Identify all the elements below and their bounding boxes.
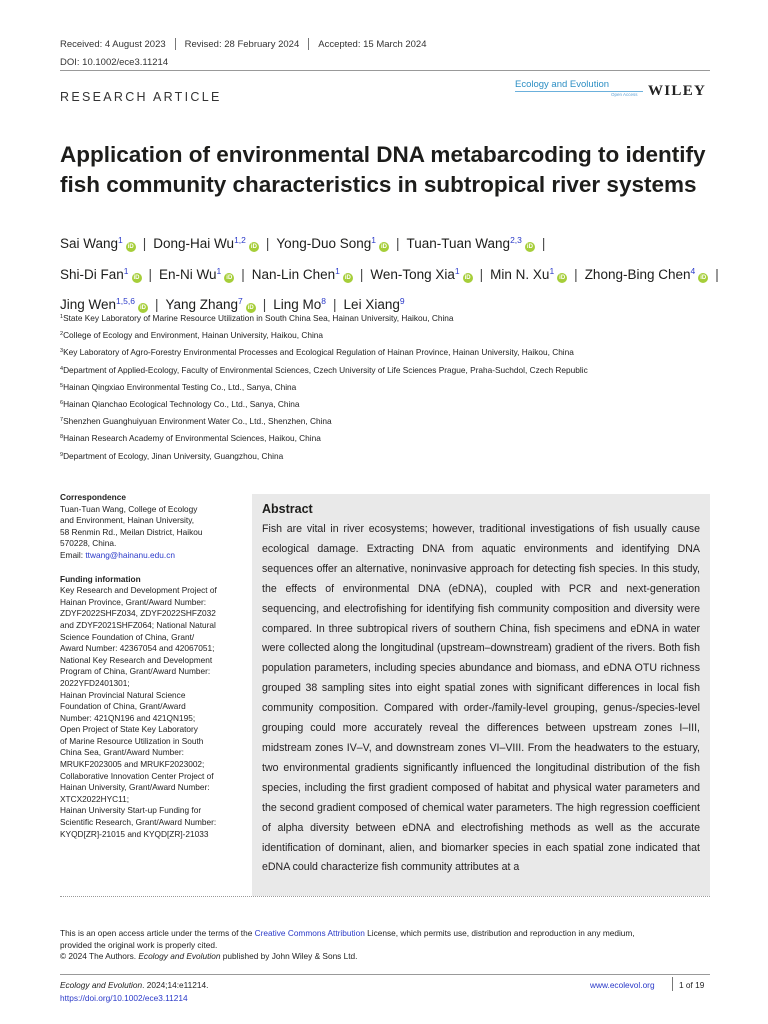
orcid-icon[interactable]: iD [247, 305, 254, 311]
affiliation-number: 7 [60, 417, 64, 424]
funding-line: Hainan Provincial Natural Science [60, 689, 186, 700]
funding-line: Hainan University, Grant/Award Number: [60, 782, 210, 793]
correspondence-email-line [60, 550, 240, 562]
funding-line: and ZDYF2021SHFZ064; National Natural [60, 619, 216, 630]
affiliation-number: 2 [60, 331, 64, 338]
orcid-icon[interactable]: iD [464, 274, 471, 281]
funding-line: Foundation of China, Grant/Award [60, 701, 186, 712]
funding-line: Key Research and Development Project of [60, 585, 217, 596]
affiliation-text: Department of Applied-Ecology, Faculty of Environmental Sciences, Czech University of Life Sciences Prague, Praha-Suchdol, Czech Republic [63, 364, 588, 375]
author-name: En-Ni Wu [159, 266, 217, 282]
author-separator: | [396, 236, 400, 251]
author-affiliation-marker[interactable]: 1 [216, 265, 222, 276]
copyright-journal: Ecology and Evolution [138, 951, 221, 962]
author-affiliation-marker[interactable]: 2,3 [510, 235, 522, 245]
affiliation-number: 9 [60, 451, 64, 458]
funding-line: Number: 421QN196 and 421QN195; [60, 712, 196, 723]
author-name: Nan-Lin Chen [251, 266, 336, 282]
author-affiliation-marker[interactable]: 8 [321, 296, 327, 306]
author-name: Yong-Duo Song [276, 236, 372, 251]
orcid-icon[interactable]: iD [559, 274, 566, 281]
article-type: RESEARCH ARTICLE [60, 90, 222, 104]
affiliation-text: Shenzhen Guanghuiyuan Environment Water Co., Ltd., Shenzhen, China [63, 416, 332, 427]
affiliation-text: Department of Ecology, Jinan University, Guangzhou, China [63, 450, 284, 461]
author-separator: | [541, 236, 546, 251]
license-text: License, which permits use, distribution and reproduction in any medium, [364, 928, 635, 938]
author-separator: | [333, 297, 337, 312]
author-separator: | [148, 266, 153, 282]
author-name: Min N. Xu [490, 266, 550, 282]
affiliation-text: College of Ecology and Environment, Hainan University, Haikou, China [63, 330, 324, 341]
funding-line: Collaborative Innovation Center Project of [60, 770, 214, 781]
affiliation-text: Hainan Research Academy of Environmental Sciences, Haikou, China [63, 433, 321, 444]
abstract-heading: Abstract [262, 502, 313, 516]
correspondence-line: 58 Renmin Rd., Meilan District, Haikou [60, 526, 203, 537]
citation [60, 980, 208, 990]
affiliation-item [60, 343, 720, 360]
open-access-label: Open Access [611, 92, 638, 97]
footer-rule [60, 974, 710, 975]
author-affiliation-marker[interactable]: 1,5,6 [116, 296, 135, 306]
affiliation-text: Hainan Qingxiao Environmental Testing Co., Ltd., Sanya, China [63, 381, 297, 392]
correspondence-heading: Correspondence [60, 492, 126, 502]
funding-line: Open Project of State Key Laboratory [60, 724, 198, 735]
affiliation-list [60, 309, 720, 464]
funding-line: XTCX2022HYC11; [60, 793, 130, 804]
orcid-icon[interactable]: iD [526, 244, 533, 250]
author-name: Jing Wen [60, 297, 117, 312]
journal-website-link[interactable]: www.ecolevol.org [590, 980, 655, 990]
funding-heading: Funding information [60, 573, 141, 584]
affiliation-number: 1 [60, 314, 64, 320]
funding-line: Award Number: 42367054 and 42067051; [60, 643, 215, 654]
author-affiliation-marker[interactable]: 4 [690, 265, 696, 276]
footer-separator [672, 977, 673, 991]
author-separator: | [241, 266, 245, 282]
affiliation-item [60, 447, 720, 464]
funding-line: of Marine Resource Utilization in South [60, 735, 204, 746]
affiliation-number: 6 [60, 399, 64, 406]
funding-line: Science Foundation of China, Grant/ [60, 631, 195, 642]
affiliation-text: State Key Laboratory of Marine Resource Utilization in South China Sea, Hainan University, Haikou, China [63, 313, 454, 323]
license-text: provided the original work is properly cited. [60, 939, 218, 950]
orcid-icon[interactable]: iD [127, 244, 134, 250]
funding-line: Scientific Research, Grant/Award Number: [60, 817, 217, 828]
orcid-icon[interactable]: iD [133, 274, 140, 281]
author-name: Sai Wang [60, 236, 119, 251]
author-separator: | [265, 236, 270, 251]
sidebar [60, 492, 240, 840]
article-dates [60, 38, 427, 50]
affiliation-item [60, 429, 720, 446]
funding-text [60, 585, 240, 840]
date-separator [175, 38, 176, 50]
license-notice [60, 928, 720, 963]
orcid-icon[interactable]: iD [344, 274, 351, 281]
orcid-icon[interactable]: iD [381, 244, 387, 250]
affiliation-item [60, 361, 720, 378]
email-label: Email: [60, 549, 86, 560]
author-name: Ling Mo [273, 297, 322, 312]
author-name: Wen-Tong Xia [370, 266, 455, 282]
author-name: Dong-Hai Wu [153, 236, 235, 251]
author-separator: | [262, 297, 267, 312]
funding-line: 2022YFD2401301; [60, 677, 130, 688]
affiliation-number: 8 [60, 434, 64, 441]
citation-volume: . 2024;14:e11214. [142, 980, 209, 990]
citation-journal: Ecology and Evolution [60, 980, 143, 990]
affiliation-number: 5 [60, 382, 64, 389]
publisher-logo: WILEY [648, 83, 707, 99]
correspondence-address [60, 504, 240, 550]
author-separator: | [359, 266, 364, 282]
author-list [60, 227, 740, 319]
orcid-icon[interactable]: iD [139, 305, 146, 311]
doi[interactable]: DOI: 10.1002/ece3.11214 [60, 57, 169, 68]
affiliation-item [60, 412, 720, 429]
author-separator: | [574, 266, 578, 282]
affiliation-text: Key Laboratory of Agro-Forestry Environmental Processes and Ecological Regulation of Hainan Province, Hainan University, Haikou, China [63, 347, 574, 358]
accepted-date: Accepted: 15 March 2024 [318, 38, 427, 50]
author-name: Shi-Di Fan [60, 266, 124, 282]
affiliation-item [60, 395, 720, 412]
author-separator: | [715, 266, 719, 282]
affiliation-number: 3 [60, 348, 64, 355]
author-affiliation-marker[interactable]: 1 [454, 265, 460, 276]
author-separator: | [154, 297, 159, 312]
author-affiliation-marker[interactable]: 1 [335, 265, 340, 276]
header-rule [60, 70, 710, 71]
orcid-icon[interactable]: iD [250, 244, 257, 250]
abstract-bottom-rule [60, 896, 710, 897]
funding-line: Hainan University Start-up Funding for [60, 805, 202, 816]
correspondence-line: 570228, China. [60, 538, 117, 549]
funding-line: China Sea, Grant/Award Number: [60, 747, 184, 758]
affiliation-item [60, 309, 720, 326]
author-affiliation-marker[interactable]: 1 [118, 235, 123, 245]
author-name: Yang Zhang [165, 297, 239, 312]
orcid-icon[interactable]: iD [700, 274, 707, 281]
copyright-text: © 2024 The Authors. [60, 951, 139, 962]
author-affiliation-marker[interactable]: 1 [371, 235, 376, 245]
article-title: Application of environmental DNA metabarcoding to identify fish community characteristics in subtropical river systems [60, 142, 706, 197]
affiliation-item [60, 326, 720, 343]
abstract-text: Fish are vital in river ecosystems; however, traditional investigations of fish usually cause ecological damage. Extracting DNA from aquatic environments and identifying DNA sequences offer an alternative, noninvasive approach for detecting fish species. In this study, the effects of environmental DNA (eDNA), coupled with PCR and next-generation sequencing, and electrofishing for identifying fish community composition and diversity were compared. In three subtropical rivers of southern China, fish specimens and eDNA in water were collected along the longitudinal (upstream–downstream) gradient of the rivers. Both fish population parameters, including species abundance and biomass, and eDNA OTU richness grouped 38 sampling sites into eight spatial zones with significant differences in local fish community composition. Compared with order-/family-level grouping, genus-/species-level grouping could more accurately reveal the differences between upstream zones I–III, midstream zones IV–V, and downstream zones VI–VIII. From the headwaters to the estuary, two environmental gradients significantly influenced the longitudinal distribution of the fish species, including the first gradient composed of habitat and physical water parameters and the second gradient composed of chemical water parameters. The high regression coefficient of alpha diversity between eDNA and electrofishing methods as well as the accurate identification of dominant, alien, and biomarker species in each spatial zone indicated that eDNA could characterize fish community attributes at a [262, 523, 700, 874]
author-separator: | [479, 266, 484, 282]
copyright-text: published by John Wiley & Sons Ltd. [220, 951, 358, 962]
funding-line: National Key Research and Development [60, 654, 213, 665]
journal-name[interactable]: Ecology and Evolution [515, 79, 610, 90]
author-name: Zhong-Bing Chen [584, 266, 691, 282]
revised-date: Revised: 28 February 2024 [184, 38, 300, 50]
author-separator: | [142, 236, 147, 251]
funding-line: Hainan Province, Grant/Award Number: [60, 596, 207, 607]
cc-license-link[interactable]: Creative Commons Attribution [254, 928, 365, 938]
author-affiliation-marker[interactable]: 1 [123, 265, 129, 276]
license-text: This is an open access article under the terms of the [60, 928, 255, 938]
funding-line: KYQD[ZR]-21015 and KYQD[ZR]-21033 [60, 828, 209, 839]
date-separator [308, 38, 309, 50]
orcid-icon[interactable]: iD [226, 274, 233, 281]
author-affiliation-marker[interactable]: 1,2 [234, 235, 246, 245]
author-name: Tuan-Tuan Wang [406, 236, 511, 251]
received-date: Received: 4 August 2023 [60, 38, 166, 50]
page-number: 1 of 19 [679, 980, 705, 990]
funding-line: Program of China, Grant/Award Number: [60, 666, 211, 677]
author-name: Lei Xiang [343, 297, 400, 312]
author-affiliation-marker[interactable]: 1 [549, 265, 555, 276]
author-affiliation-marker[interactable]: 9 [399, 296, 405, 306]
author-affiliation-marker[interactable]: 7 [238, 296, 243, 306]
email-link[interactable]: ttwang@hainanu.edu.cn [85, 549, 175, 560]
correspondence-line: and Environment, Hainan University, [60, 515, 195, 526]
funding-line: MRUKF2023005 and MRUKF2023002; [60, 759, 205, 770]
doi-link[interactable]: https://doi.org/10.1002/ece3.11214 [60, 993, 188, 1003]
affiliation-text: Hainan Qianchao Ecological Technology Co., Ltd., Sanya, China [63, 398, 300, 409]
funding-line: ZDYF2022SHFZ034, ZDYF2022SHFZ032 [60, 608, 216, 619]
correspondence-line: Tuan-Tuan Wang, College of Ecology [60, 503, 198, 514]
affiliation-number: 4 [60, 365, 64, 372]
affiliation-item [60, 378, 720, 395]
